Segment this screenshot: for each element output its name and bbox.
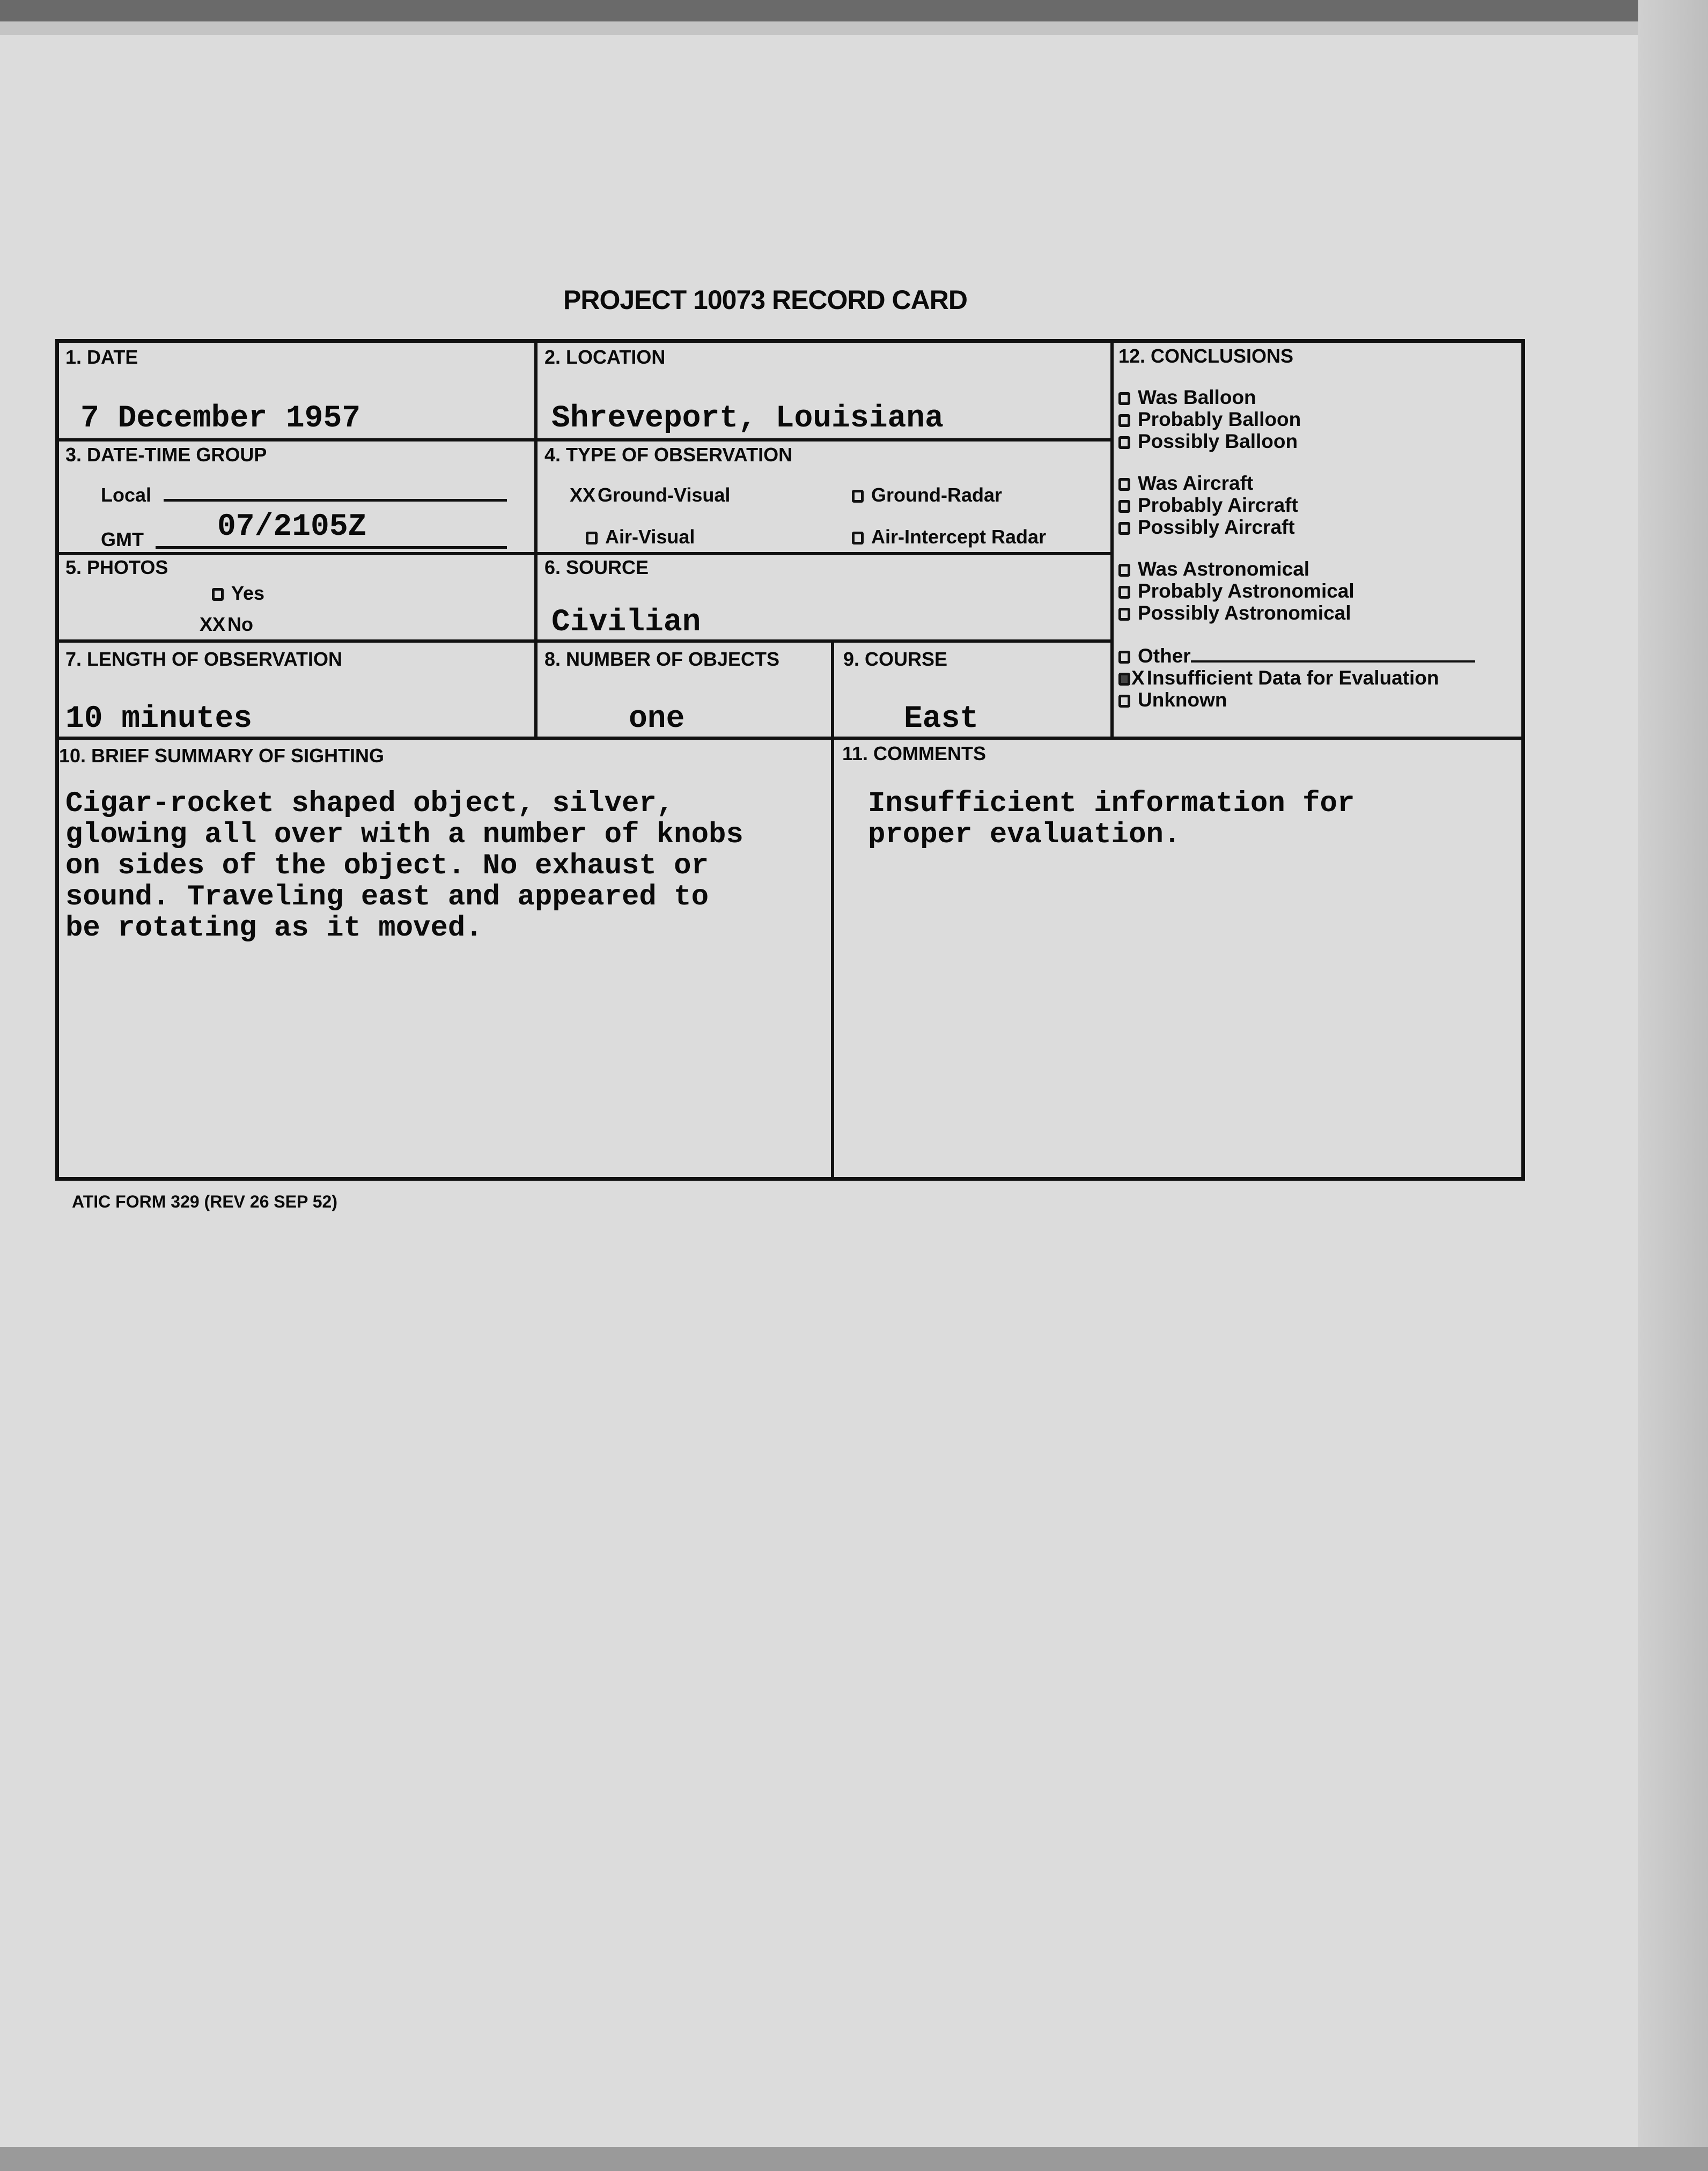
checkbox-icon <box>212 588 224 601</box>
checkbox-icon <box>1118 695 1130 708</box>
option-label: Probably Aircraft <box>1138 494 1298 516</box>
option-label: Ground-Radar <box>871 484 1003 506</box>
summary-line: sound. Traveling east and appeared to <box>65 881 709 914</box>
objects-value: one <box>629 702 685 737</box>
checkbox-icon <box>1118 522 1130 535</box>
checkbox-icon <box>1118 586 1130 599</box>
conclusion-unknown <box>1118 689 1475 711</box>
divider <box>831 639 834 1181</box>
divider <box>534 339 538 737</box>
option-label: Probably Astronomical <box>1138 580 1354 602</box>
checkbox-icon <box>852 532 864 544</box>
course-value: East <box>904 702 979 737</box>
option-label: Possibly Balloon <box>1138 430 1298 452</box>
conclusion-was-astronomical <box>1118 558 1354 580</box>
gmt-field <box>156 546 507 549</box>
photos-yes <box>212 582 264 605</box>
photos-no <box>200 613 253 636</box>
scan-top-shadow <box>0 21 1708 35</box>
checked-mark: XX <box>200 613 226 635</box>
date-value: 7 December 1957 <box>80 401 361 436</box>
summary-line: on sides of the object. No exhaust or <box>65 850 709 882</box>
checked-mark: X <box>1131 667 1145 689</box>
dtg-label: 3. DATE-TIME GROUP <box>65 444 267 466</box>
summary-label: 10. BRIEF SUMMARY OF SIGHTING <box>59 745 385 767</box>
scan-top-edge <box>0 0 1708 21</box>
option-label: Was Balloon <box>1138 386 1256 408</box>
option-label: Ground-Visual <box>598 484 731 506</box>
form-footer: ATIC FORM 329 (REV 26 SEP 52) <box>72 1192 337 1211</box>
conclusions-group-astronomical <box>1118 558 1354 624</box>
conclusions-group-other <box>1118 645 1475 711</box>
checkbox-icon <box>1118 392 1130 405</box>
checkbox-icon <box>1118 651 1130 664</box>
option-label: Possibly Astronomical <box>1138 602 1351 624</box>
option-label: Probably Balloon <box>1138 408 1301 430</box>
conclusion-probably-astronomical <box>1118 580 1354 602</box>
scan-bottom-edge <box>0 2147 1708 2171</box>
conclusion-other <box>1118 645 1475 667</box>
length-label: 7. LENGTH OF OBSERVATION <box>65 648 343 670</box>
conclusion-possibly-astronomical <box>1118 602 1354 624</box>
option-label: Yes <box>231 582 265 604</box>
gmt-label: GMT <box>101 528 144 550</box>
checkbox-icon <box>1118 436 1130 449</box>
local-label: Local <box>101 484 152 506</box>
local-field <box>164 499 507 502</box>
conclusion-possibly-balloon <box>1118 430 1301 452</box>
date-label: 1. DATE <box>65 346 138 368</box>
conclusion-possibly-aircraft <box>1118 516 1298 538</box>
length-value: 10 minutes <box>65 702 253 737</box>
option-label: No <box>227 613 254 635</box>
checkbox-icon <box>1118 414 1130 427</box>
conclusion-probably-balloon <box>1118 408 1301 430</box>
source-label: 6. SOURCE <box>544 556 649 578</box>
option-label: Was Astronomical <box>1138 558 1310 580</box>
option-label: Air-Intercept Radar <box>871 526 1047 548</box>
observation-type-label: 4. TYPE OF OBSERVATION <box>544 444 793 466</box>
checkbox-icon <box>586 532 598 544</box>
summary-line: glowing all over with a number of knobs <box>65 819 743 851</box>
summary-line: Cigar-rocket shaped object, silver, <box>65 788 674 820</box>
checkbox-icon <box>852 490 864 503</box>
comments-line: Insufficient information for <box>868 788 1355 820</box>
divider <box>55 552 1112 555</box>
option-ground-visual <box>570 484 730 506</box>
option-label: Air-Visual <box>605 526 695 548</box>
checkbox-icon <box>1118 478 1130 491</box>
divider <box>55 737 1525 740</box>
comments-label: 11. COMMENTS <box>842 742 986 764</box>
conclusion-probably-aircraft <box>1118 494 1298 516</box>
checkbox-icon <box>1118 500 1130 513</box>
option-label: Possibly Aircraft <box>1138 516 1295 538</box>
conclusion-was-aircraft <box>1118 472 1298 494</box>
option-ground-radar <box>852 484 1002 506</box>
checkbox-icon <box>1118 608 1130 621</box>
checkbox-icon <box>1118 564 1130 577</box>
comments-line: proper evaluation. <box>868 819 1181 851</box>
comments-text <box>868 789 1354 851</box>
checked-checkbox-icon <box>1118 673 1130 686</box>
conclusions-label: 12. CONCLUSIONS <box>1118 345 1294 367</box>
source-value: Civilian <box>551 605 701 640</box>
option-label: Other <box>1138 645 1191 667</box>
other-field <box>1191 660 1475 663</box>
course-label: 9. COURSE <box>843 648 948 670</box>
summary-text <box>65 789 743 944</box>
objects-label: 8. NUMBER OF OBJECTS <box>544 648 780 670</box>
option-label: Unknown <box>1138 689 1227 711</box>
option-air-intercept-radar <box>852 526 1046 548</box>
divider <box>55 438 1112 441</box>
conclusions-group-balloon <box>1118 386 1301 452</box>
card-title: PROJECT 10073 RECORD CARD <box>563 285 967 315</box>
conclusions-group-aircraft <box>1118 472 1298 538</box>
scan-right-edge <box>1638 0 1708 2171</box>
gmt-value: 07/2105Z <box>217 510 367 544</box>
conclusion-insufficient-data <box>1118 667 1475 689</box>
option-label: Was Aircraft <box>1138 472 1254 494</box>
conclusion-was-balloon <box>1118 386 1301 408</box>
divider <box>1110 339 1114 737</box>
option-air-visual <box>586 526 695 548</box>
location-value: Shreveport, Louisiana <box>551 401 944 436</box>
location-label: 2. LOCATION <box>544 346 666 368</box>
option-label: Insufficient Data for Evaluation <box>1146 667 1439 689</box>
summary-line: be rotating as it moved. <box>65 912 483 945</box>
checked-mark: XX <box>570 484 596 506</box>
photos-label: 5. PHOTOS <box>65 556 168 578</box>
